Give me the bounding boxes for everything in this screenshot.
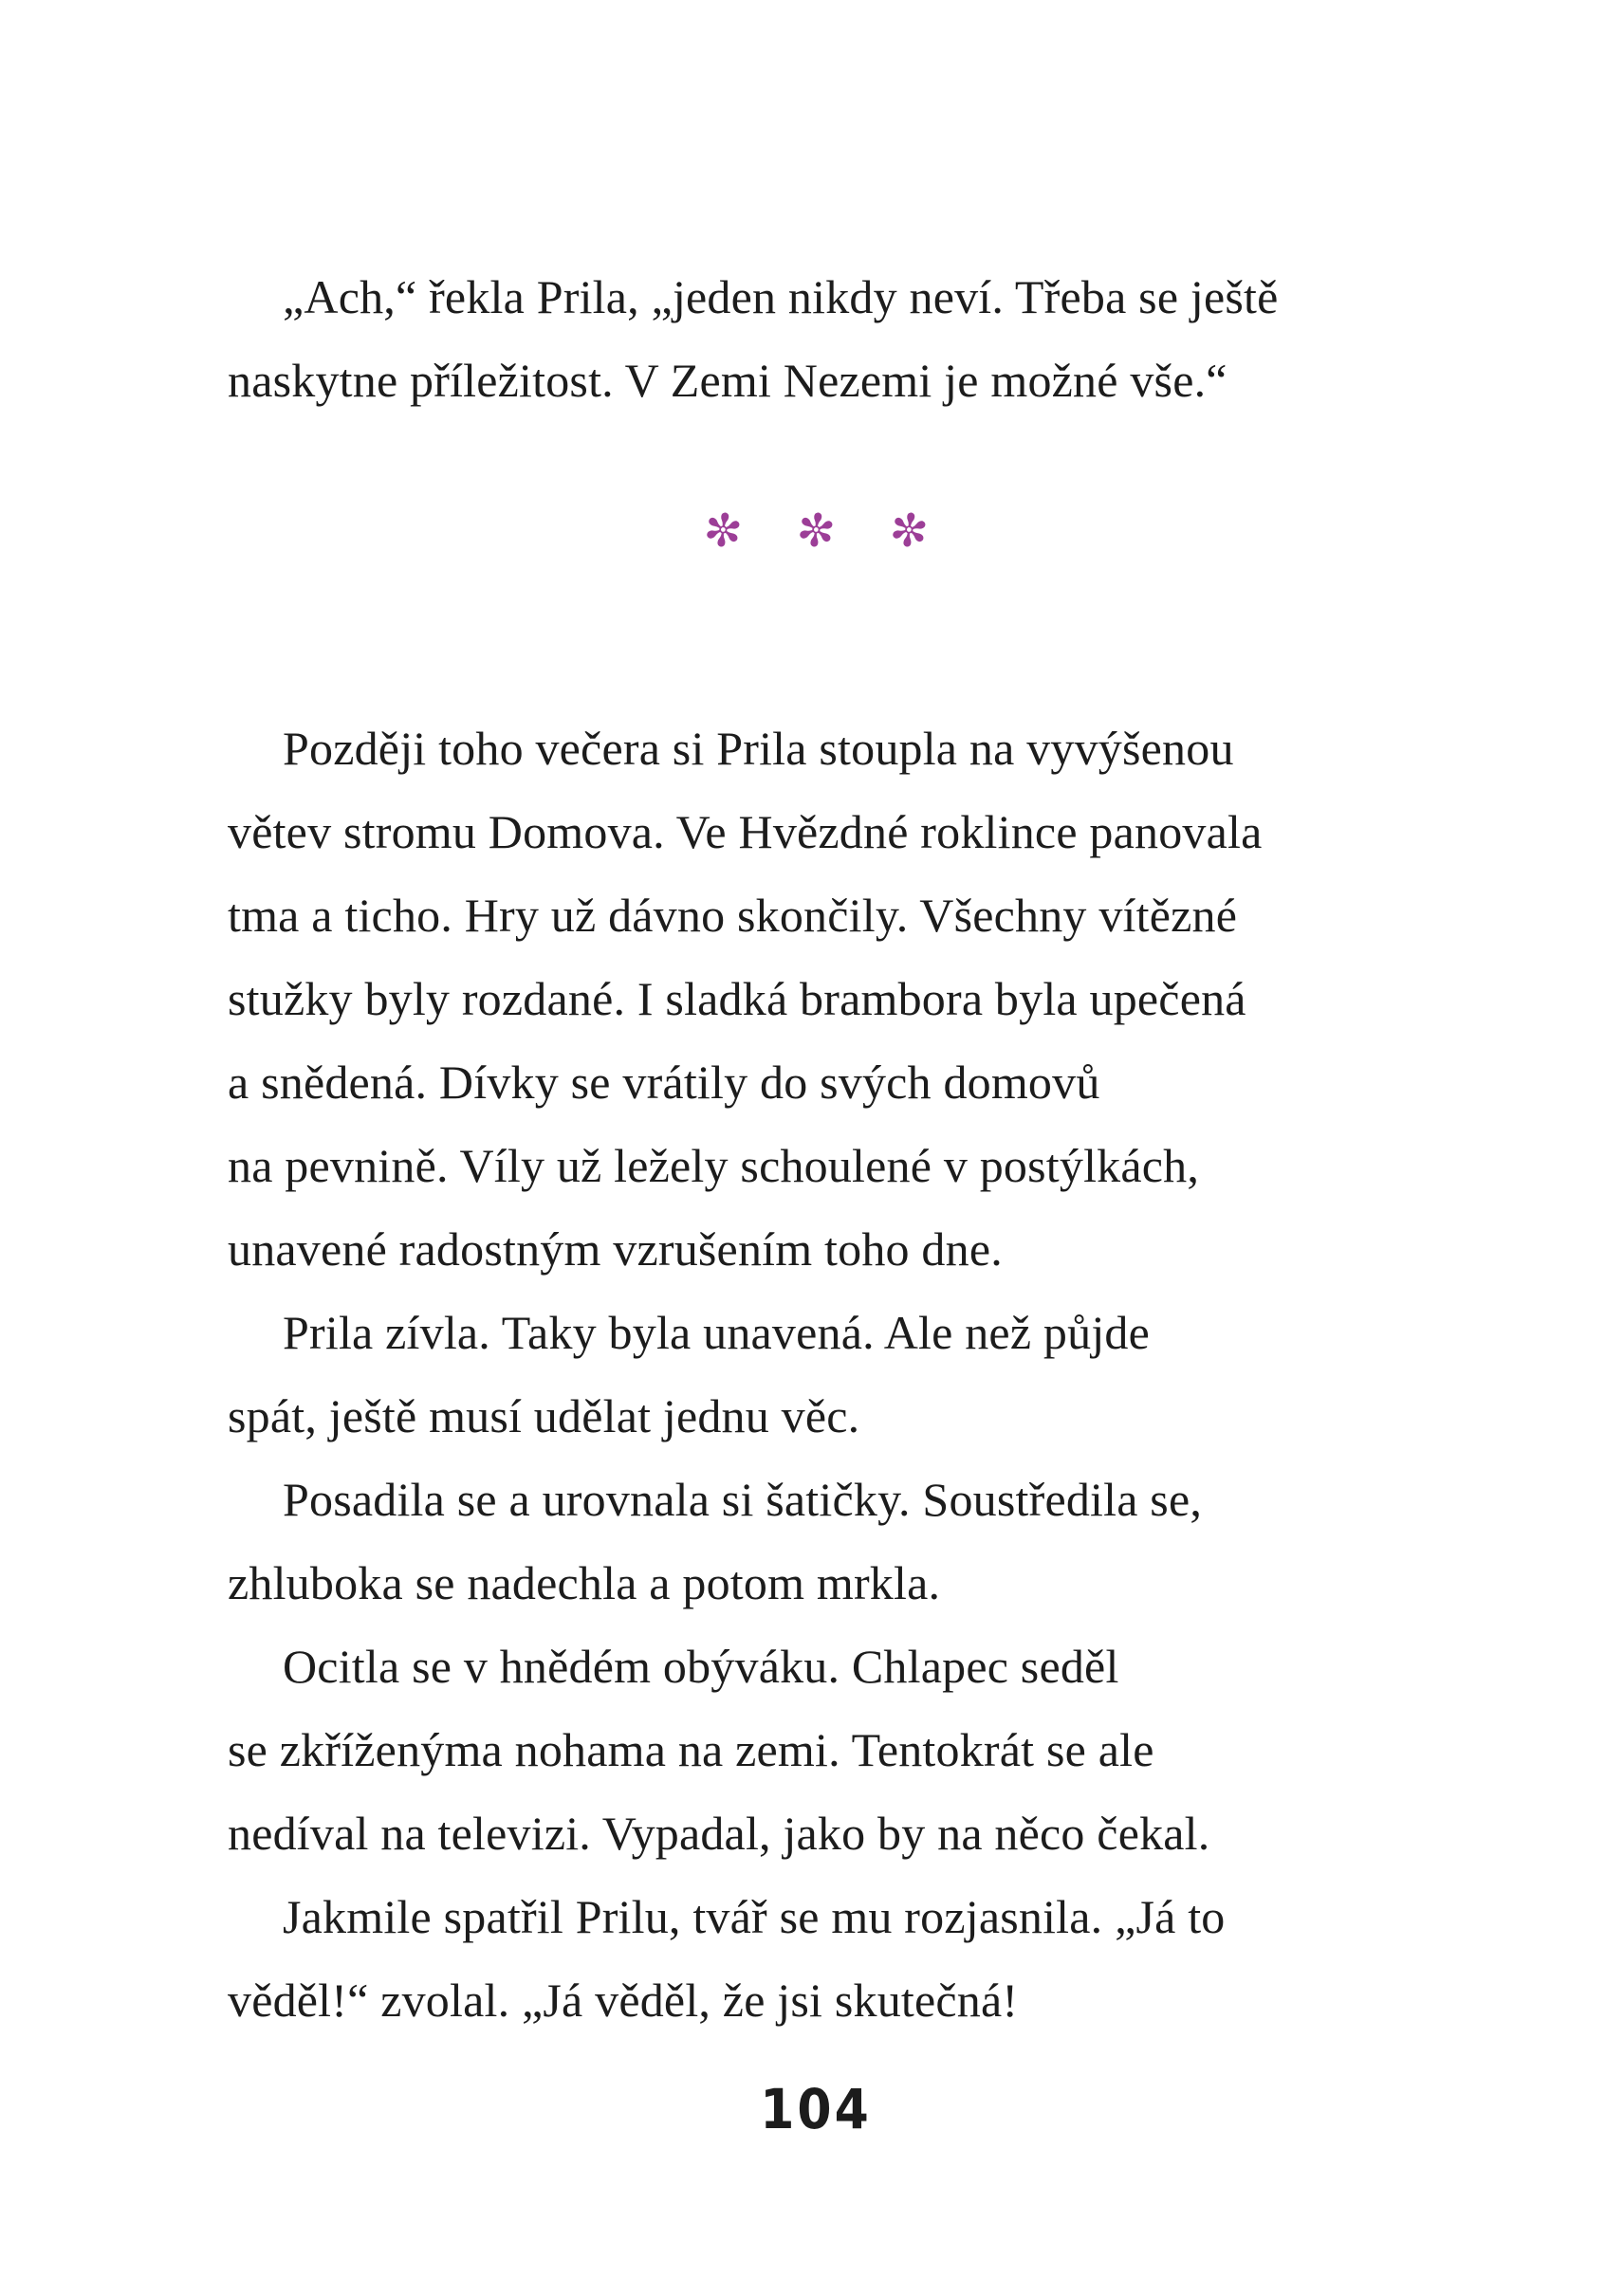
text-line: zhluboka se nadechla a potom mrkla. <box>228 1556 941 1609</box>
text-line: větev stromu Domova. Ve Hvězdné roklince panovala <box>228 805 1263 858</box>
text-line: na pevnině. Víly už ležely schoulené v postýlkách, <box>228 1139 1200 1192</box>
text-line: Posadila se a urovnala si šatičky. Soustředila se, <box>283 1473 1203 1526</box>
text-line: se zkříženýma nohama na zemi. Tentokrát se ale <box>228 1723 1154 1776</box>
paragraph <box>228 1625 1404 1875</box>
text-line: unavené radostným vzrušením toho dne. <box>228 1222 1003 1276</box>
text-line: Prila zívla. Taky byla unavená. Ale než půjde <box>283 1306 1151 1359</box>
paragraph <box>228 1458 1404 1625</box>
text-line: spát, ještě musí udělat jednu věc. <box>228 1389 860 1442</box>
intro-paragraph <box>228 255 1404 422</box>
text-line: Později toho večera si Prila stoupla na vyvýšenou <box>283 722 1234 775</box>
text-line: Ocitla se v hnědém obýváku. Chlapec seděl <box>283 1640 1119 1693</box>
text-line: naskytne příležitost. V Zemi Nezemi je možné vše.“ <box>228 354 1227 407</box>
paragraph <box>228 1291 1404 1458</box>
separator-asterisk-icon: ✼ <box>793 502 839 560</box>
text-line: nedíval na televizi. Vypadal, jako by na něco čekal. <box>228 1807 1210 1860</box>
text-line: věděl!“ zvolal. „Já věděl, že jsi skutečná! <box>228 1974 1019 2027</box>
text-line: tma a ticho. Hry už dávno skončily. Všechny vítězné <box>228 889 1238 942</box>
separator-asterisk-icon: ✼ <box>699 502 746 560</box>
section-separator <box>228 488 1404 574</box>
paragraph <box>228 707 1404 1291</box>
text-column <box>228 255 1404 2042</box>
paragraph <box>228 255 1404 422</box>
text-line: stužky byly rozdané. I sladká brambora byla upečená <box>228 972 1246 1025</box>
page-number: 104 <box>760 2078 872 2142</box>
text-line: Jakmile spatřil Prilu, tvář se mu rozjasnila. „Já to <box>283 1890 1226 1943</box>
separator-asterisk-icon: ✼ <box>886 502 932 560</box>
paragraph <box>228 1875 1404 2042</box>
text-line: a snědená. Dívky se vrátily do svých domovů <box>228 1056 1100 1109</box>
text-line: „Ach,“ řekla Prila, „jeden nikdy neví. Třeba se ještě <box>283 270 1279 323</box>
body-text <box>228 707 1404 2042</box>
